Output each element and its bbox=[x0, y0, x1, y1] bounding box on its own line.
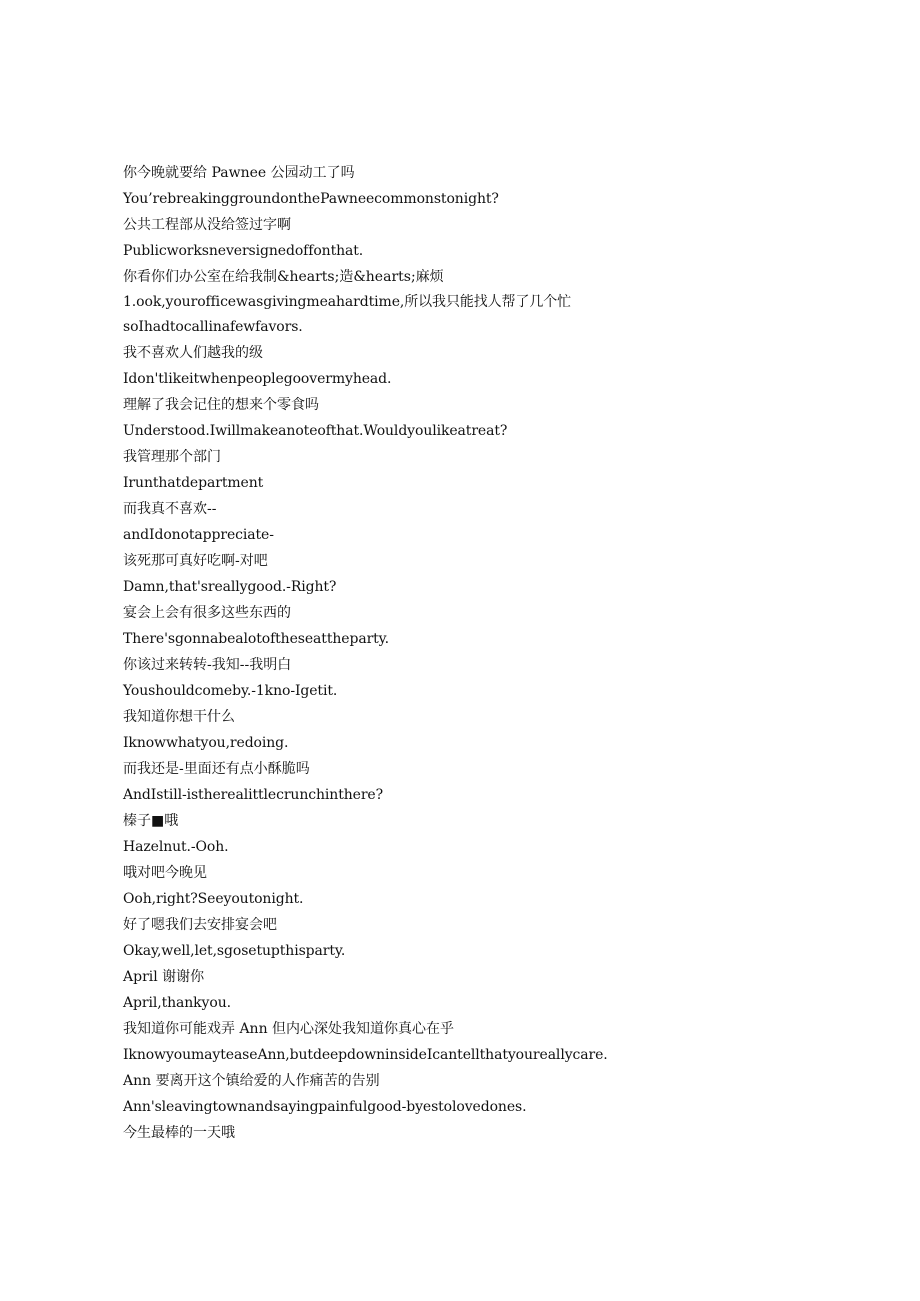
subtitle-line: Understood.Iwillmakeanoteofthat.Wouldyoulikeatreat? bbox=[123, 423, 508, 439]
subtitle-line: andIdonotappreciate- bbox=[123, 527, 274, 543]
subtitle-line: 你该过来转转-我知--我明白 bbox=[123, 657, 292, 673]
subtitle-line: 今生最棒的一天哦 bbox=[123, 1125, 235, 1141]
subtitle-line: 我管理那个部门 bbox=[123, 449, 221, 465]
subtitle-line: There'sgonnabealotoftheseattheparty. bbox=[123, 631, 389, 647]
subtitle-line: Hazelnut.-Ooh. bbox=[123, 839, 229, 855]
subtitle-line: 我不喜欢人们越我的级 bbox=[123, 345, 263, 361]
subtitle-line: 该死那可真好吃啊-对吧 bbox=[123, 553, 268, 569]
subtitle-line: Ooh,right?Seeyoutonight. bbox=[123, 891, 304, 907]
subtitle-line: You’rebreakinggroundonthePawneecommonstonight? bbox=[123, 191, 499, 207]
subtitle-line: Irunthatdepartment bbox=[123, 475, 264, 491]
subtitle-line: Publicworksneversignedoffonthat. bbox=[123, 243, 364, 259]
subtitle-line: 榛子■哦 bbox=[123, 813, 179, 829]
subtitle-line: 理解了我会记住的想来个零食吗 bbox=[123, 397, 319, 413]
subtitle-line: soIhadtocallinafewfavors. bbox=[123, 319, 303, 335]
subtitle-line: Ann'sleavingtownandsayingpainfulgood-byestolovedones. bbox=[123, 1099, 527, 1115]
subtitle-line: 好了嗯我们去安排宴会吧 bbox=[123, 917, 277, 933]
subtitle-line: IknowyoumayteaseAnn,butdeepdowninsideIcantellthatyoureallycare. bbox=[123, 1047, 608, 1063]
subtitle-line: 你今晚就要给 Pawnee 公园动工了吗 bbox=[123, 165, 355, 181]
subtitle-line: 宴会上会有很多这些东西的 bbox=[123, 605, 291, 621]
subtitle-line: Damn,that'sreallygood.-Right? bbox=[123, 579, 337, 595]
subtitle-line: Ann 要离开这个镇给爱的人作痛苦的告别 bbox=[123, 1073, 380, 1089]
subtitle-line: Idon'tlikeitwhenpeoplegoovermyhead. bbox=[123, 371, 392, 387]
document-body bbox=[123, 160, 903, 1146]
subtitle-line: 哦对吧今晚见 bbox=[123, 865, 207, 881]
subtitle-line: 我知道你想干什么 bbox=[123, 709, 235, 725]
subtitle-line: 公共工程部从没给签过字啊 bbox=[123, 217, 291, 233]
subtitle-line: April 谢谢你 bbox=[123, 969, 205, 985]
subtitle-line: AndIstill-istherealittlecrunchinthere? bbox=[123, 787, 384, 803]
subtitle-line: 1.ook,yourofficewasgivingmeahardtime,所以我只能找人帮了几个忙 bbox=[123, 294, 572, 310]
subtitle-line: Youshouldcomeby.-1kno-Igetit. bbox=[123, 683, 338, 699]
subtitle-line: 你看你们办公室在给我制&hearts;造&hearts;麻烦 bbox=[123, 269, 444, 285]
subtitle-line: 而我真不喜欢-- bbox=[123, 501, 217, 517]
subtitle-line: 我知道你可能戏弄 Ann 但内心深处我知道你真心在乎 bbox=[123, 1021, 455, 1037]
subtitle-line: Iknowwhatyou,redoing. bbox=[123, 735, 289, 751]
subtitle-line: 而我还是-里面还有点小酥脆吗 bbox=[123, 761, 310, 777]
subtitle-line: Okay,well,let,sgosetupthisparty. bbox=[123, 943, 346, 959]
subtitle-line: April,thankyou. bbox=[123, 995, 231, 1011]
